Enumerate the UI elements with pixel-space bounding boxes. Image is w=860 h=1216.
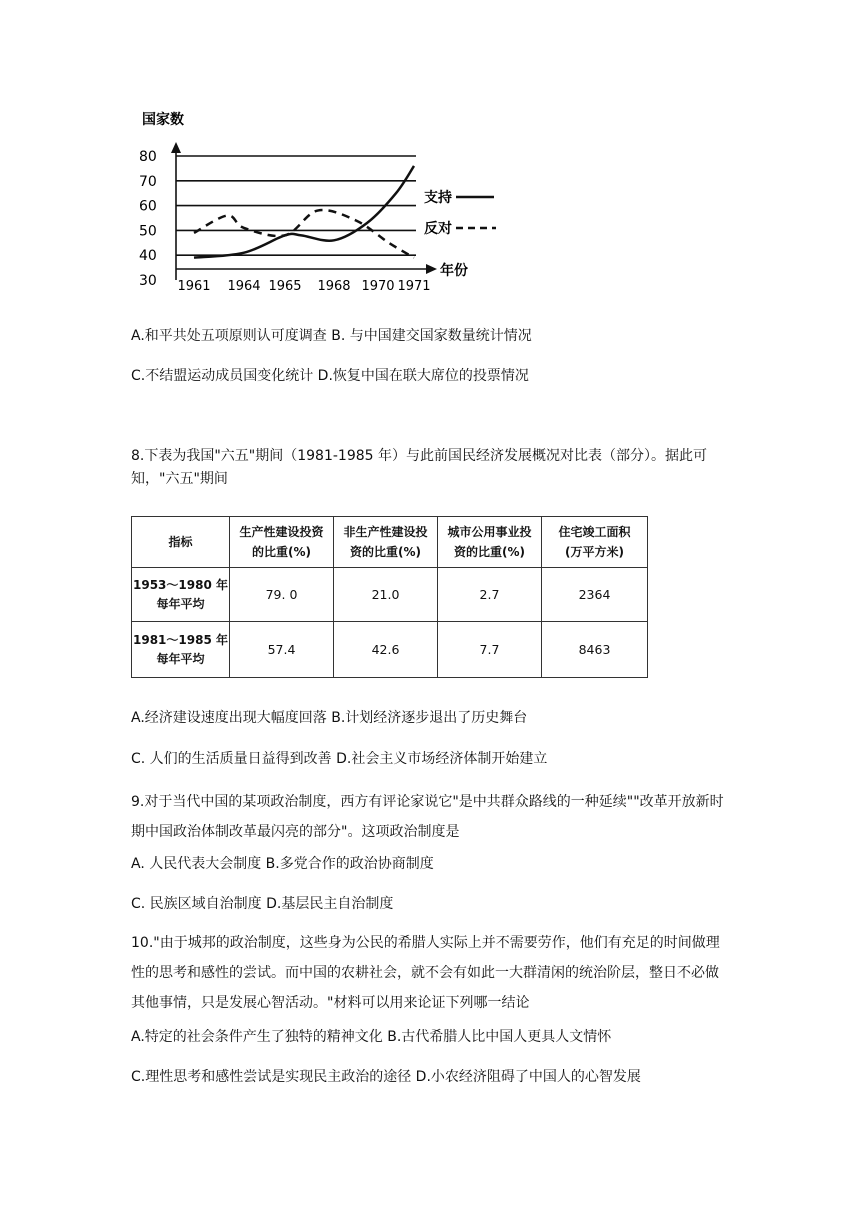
x-tick-label: 1968 [317,279,351,294]
x-tick-label: 1970 [361,279,395,294]
q7-options-line2: C.不结盟运动成员国变化统计 D.恢复中国在联大席位的投票情况 [131,368,529,384]
header-cell: 住宅竣工面积 (万平方米) [542,517,648,568]
header-cell: 指标 [132,517,230,568]
x-tick-label: 1971 [397,279,431,294]
q8-options-line1: A.经济建设速度出现大幅度回落 B.计划经济逐步退出了历史舞台 [131,710,528,726]
table-cell: 42.6 [334,622,438,678]
table-cell: 2.7 [438,568,542,622]
y-tick-labels [139,149,157,289]
series-lines [194,166,414,258]
y-tick-label: 40 [139,248,157,265]
header-cell: 生产性建设投资 的比重(%) [230,517,334,568]
header-cell: 非生产性建设投 资的比重(%) [334,517,438,568]
table-cell: 57.4 [230,622,334,678]
table-row [132,622,648,678]
x-tick-labels [177,279,430,294]
country-count-chart [138,104,508,299]
x-axis-arrow [426,264,437,274]
oppose-series-line [194,210,414,258]
economy-comparison-table [131,516,648,678]
row-label: 1981～1985 年 每年平均 [132,622,230,678]
q7-options-line1: A.和平共处五项原则认可度调查 B. 与中国建交国家数量统计情况 [131,328,532,344]
row-label: 1953～1980 年 每年平均 [132,568,230,622]
q8-stem-line1: 8.下表为我国"六五"期间（1981-1985 年）与此前国民经济发展概况对比表（部分）。据此可 [131,448,707,464]
y-tick-label: 30 [139,273,157,289]
q10-stem: 10."由于城邦的政治制度，这些身为公民的希腊人实际上并不需要劳作，他们有充足的时间做理性的思考和感性的尝试。而中国的农耕社会，就不会有如此一大群清闲的统治阶层，整日不必做其他事情，只是发展心智活动。"材料可以用来论证下列哪一结论 [131,935,720,1011]
q8-stem-line2: 知，"六五"期间 [131,471,228,487]
legend [424,189,496,237]
legend-support-label: 支持 [424,190,452,206]
q9-options-line1: A. 人民代表大会制度 B.多党合作的政治协商制度 [131,856,434,872]
q10-options-line1: A.特定的社会条件产生了独特的精神文化 B.古代希腊人比中国人更具人文情怀 [131,1029,612,1045]
q9-stem: 9.对于当代中国的某项政治制度，西方有评论家说它"是中共群众路线的一种延续""改革开放新时期中国政治体制改革最闪亮的部分"。这项政治制度是 [131,794,724,840]
legend-oppose-label: 反对 [424,221,452,237]
table-cell: 2364 [542,568,648,622]
x-tick-label: 1964 [227,279,261,294]
table-cell: 79. 0 [230,568,334,622]
q10-options-line2: C.理性思考和感性尝试是实现民主政治的途径 D.小农经济阻碍了中国人的心智发展 [131,1069,641,1085]
y-tick-label: 60 [139,198,157,215]
table-header-row [132,517,648,568]
y-tick-label: 70 [139,173,157,190]
y-axis-arrow [171,142,181,153]
x-axis-label: 年份 [440,263,468,279]
x-tick-label: 1965 [268,279,302,294]
y-tick-label: 50 [139,223,157,240]
y-tick-label: 80 [139,149,157,165]
table-cell: 7.7 [438,622,542,678]
support-series-line [194,166,414,258]
table-cell: 21.0 [334,568,438,622]
q9-options-line2: C. 民族区域自治制度 D.基层民主自治制度 [131,896,394,912]
gridlines [176,156,416,255]
y-axis-label: 国家数 [142,112,184,128]
x-tick-label: 1961 [177,279,211,294]
table-cell: 8463 [542,622,648,678]
table-row [132,568,648,622]
header-cell: 城市公用事业投 资的比重(%) [438,517,542,568]
q8-options-line2: C. 人们的生活质量日益得到改善 D.社会主义市场经济体制开始建立 [131,751,548,767]
